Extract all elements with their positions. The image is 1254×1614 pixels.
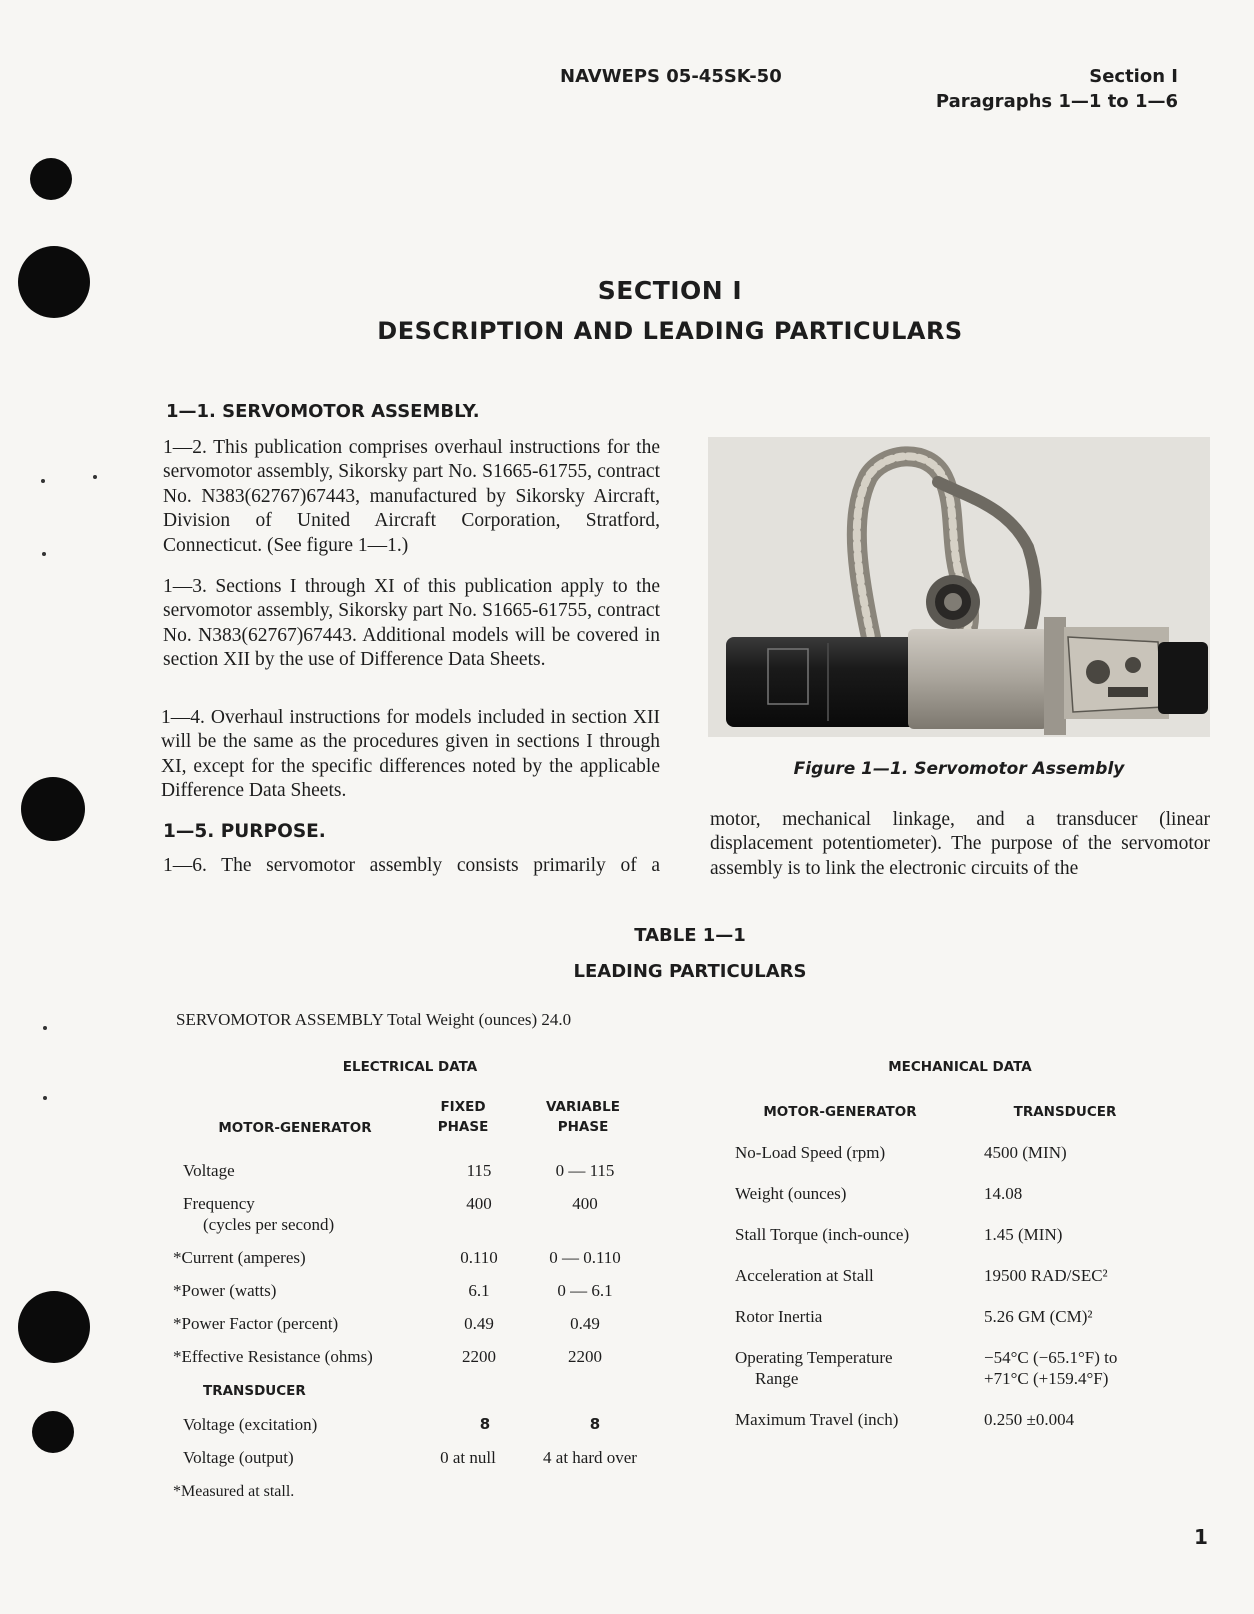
electrical-col-variable: [528, 1097, 638, 1137]
table-title: TABLE 1—1: [634, 925, 746, 946]
binder-hole-3: [21, 777, 85, 841]
transducer-row-fixed: 8: [479, 1415, 491, 1433]
running-paragraphs: Paragraphs 1—1 to 1—6: [935, 91, 1178, 112]
electrical-row-variable: 0 — 115: [555, 1161, 615, 1180]
transducer-row-fixed: 0 at null: [440, 1448, 496, 1467]
mechanical-row-label: Operating Temperature: [735, 1348, 893, 1367]
electrical-row-fixed: 2200: [462, 1347, 496, 1366]
running-section: Section I: [1089, 66, 1178, 87]
servomotor-illustration: [708, 437, 1210, 737]
mechanical-row-value: 4500 (MIN): [984, 1143, 1067, 1162]
transducer-row-label: Voltage (excitation): [183, 1415, 318, 1434]
mechanical-col-value: TRANSDUCER: [1013, 1104, 1117, 1120]
electrical-row-label: Voltage: [183, 1161, 235, 1180]
electrical-col-variable-2: PHASE: [557, 1119, 609, 1135]
electrical-row-fixed: 400: [466, 1194, 492, 1213]
mechanical-row-value: 1.45 (MIN): [984, 1225, 1063, 1244]
electrical-row-fixed: 6.1: [468, 1281, 490, 1300]
mechanical-row-value: 5.26 GM (CM)²: [984, 1307, 1093, 1326]
page-number: 1: [1194, 1525, 1208, 1549]
transducer-row-variable: 4 at hard over: [543, 1448, 637, 1467]
electrical-row-label-line2: (cycles per second): [203, 1215, 335, 1234]
document-number: NAVWEPS 05-45SK-50: [560, 66, 782, 87]
paragraph-1-2: 1—2. This publication comprises overhaul instructions for the servomotor assembly, Sikorsky part No. S1665-61755, contract No. N383(62767)67443, manufactured by Sikorsky Aircraft, Division of United Aircraft Corporation, Stratford, Connecticut. (See figure 1—1.): [163, 437, 660, 556]
mechanical-row-label: Acceleration at Stall: [735, 1266, 874, 1285]
electrical-row-label: *Power (watts): [173, 1281, 277, 1300]
electrical-col-label: MOTOR-GENERATOR: [218, 1120, 372, 1136]
section-title: SECTION I: [597, 276, 743, 305]
electrical-data-heading: ELECTRICAL DATA: [342, 1059, 478, 1075]
mechanical-row-value: 0.250 ±0.004: [984, 1410, 1075, 1429]
transducer-heading: TRANSDUCER: [203, 1383, 306, 1399]
total-weight: SERVOMOTOR ASSEMBLY Total Weight (ounces) 24.0: [176, 1010, 572, 1029]
heading-1-5: 1—5. PURPOSE.: [163, 821, 326, 842]
mechanical-row-label: Stall Torque (inch-ounce): [735, 1225, 910, 1244]
electrical-row-variable: 0 — 6.1: [557, 1281, 613, 1300]
mechanical-data-heading: MECHANICAL DATA: [888, 1059, 1032, 1075]
transducer-row-label: Voltage (output): [183, 1448, 294, 1467]
electrical-row-fixed: 115: [466, 1161, 492, 1180]
binder-hole-1: [30, 158, 72, 200]
mechanical-row-label: Maximum Travel (inch): [735, 1410, 899, 1429]
electrical-col-variable-1: VARIABLE: [546, 1099, 620, 1115]
speck: [42, 552, 46, 556]
electrical-row-fixed: 0.49: [464, 1314, 494, 1333]
electrical-col-fixed-1: FIXED: [440, 1099, 486, 1115]
mechanical-row-value: −54°C (−65.1°F) to: [984, 1348, 1118, 1367]
mechanical-row-label: Weight (ounces): [735, 1184, 847, 1203]
mechanical-row-value-line2: +71°C (+159.4°F): [984, 1369, 1109, 1388]
electrical-col-fixed-2: PHASE: [437, 1119, 489, 1135]
electrical-row-variable: 0 — 0.110: [549, 1248, 621, 1267]
electrical-row-label: *Effective Resistance (ohms): [173, 1347, 373, 1366]
paragraph-1-6: 1—6. The servomotor assembly consists primarily of a: [163, 855, 660, 876]
mechanical-row-label-line2: Range: [755, 1369, 799, 1388]
mechanical-col-label: MOTOR-GENERATOR: [763, 1104, 917, 1120]
paragraph-1-3: 1—3. Sections I through XI of this publication apply to the servomotor assembly, Sikorsky part No. S1665-61755, contract No. N383(62767)67443. Additional models will be covered in section XII by the use of Difference Data Sheets.: [163, 576, 660, 671]
servomotor-photo: [708, 437, 1210, 737]
transducer-row-variable: 8: [589, 1415, 601, 1433]
binder-hole-4: [18, 1291, 90, 1363]
mechanical-row-label: No-Load Speed (rpm): [735, 1143, 886, 1162]
mechanical-row-value: 19500 RAD/SEC²: [984, 1266, 1108, 1285]
electrical-row-label: *Current (amperes): [173, 1248, 306, 1267]
table-subtitle: LEADING PARTICULARS: [573, 961, 807, 982]
section-subtitle: DESCRIPTION AND LEADING PARTICULARS: [377, 317, 963, 345]
electrical-row-variable: 400: [572, 1194, 598, 1213]
paragraph-1-6-continued: motor, mechanical linkage, and a transducer (linear displacement potentiometer). The purpose of the servomotor assembly is to link the electronic circuits of the: [710, 809, 1210, 879]
figure-caption: Figure 1—1. Servomotor Assembly: [793, 759, 1125, 779]
electrical-row-label: Frequency: [183, 1194, 255, 1213]
speck: [43, 1026, 47, 1030]
heading-1-1: 1—1. SERVOMOTOR ASSEMBLY.: [166, 401, 480, 422]
speck: [41, 479, 45, 483]
speck: [93, 475, 97, 479]
mechanical-row-value: 14.08: [984, 1184, 1023, 1203]
paragraph-1-4: 1—4. Overhaul instructions for models included in section XII will be the same as the procedures given in sections I through XI, except for the specific differences noted by the applicable Difference Data Sheets.: [161, 707, 660, 802]
electrical-row-fixed: 0.110: [460, 1248, 498, 1267]
electrical-row-variable: 0.49: [570, 1314, 600, 1333]
binder-hole-5: [32, 1411, 74, 1453]
electrical-row-variable: 2200: [568, 1347, 602, 1366]
table-footnote: *Measured at stall.: [173, 1483, 295, 1500]
speck: [43, 1096, 47, 1100]
electrical-row-label: *Power Factor (percent): [173, 1314, 339, 1333]
mechanical-row-label: Rotor Inertia: [735, 1307, 823, 1326]
electrical-col-fixed: [408, 1097, 518, 1137]
